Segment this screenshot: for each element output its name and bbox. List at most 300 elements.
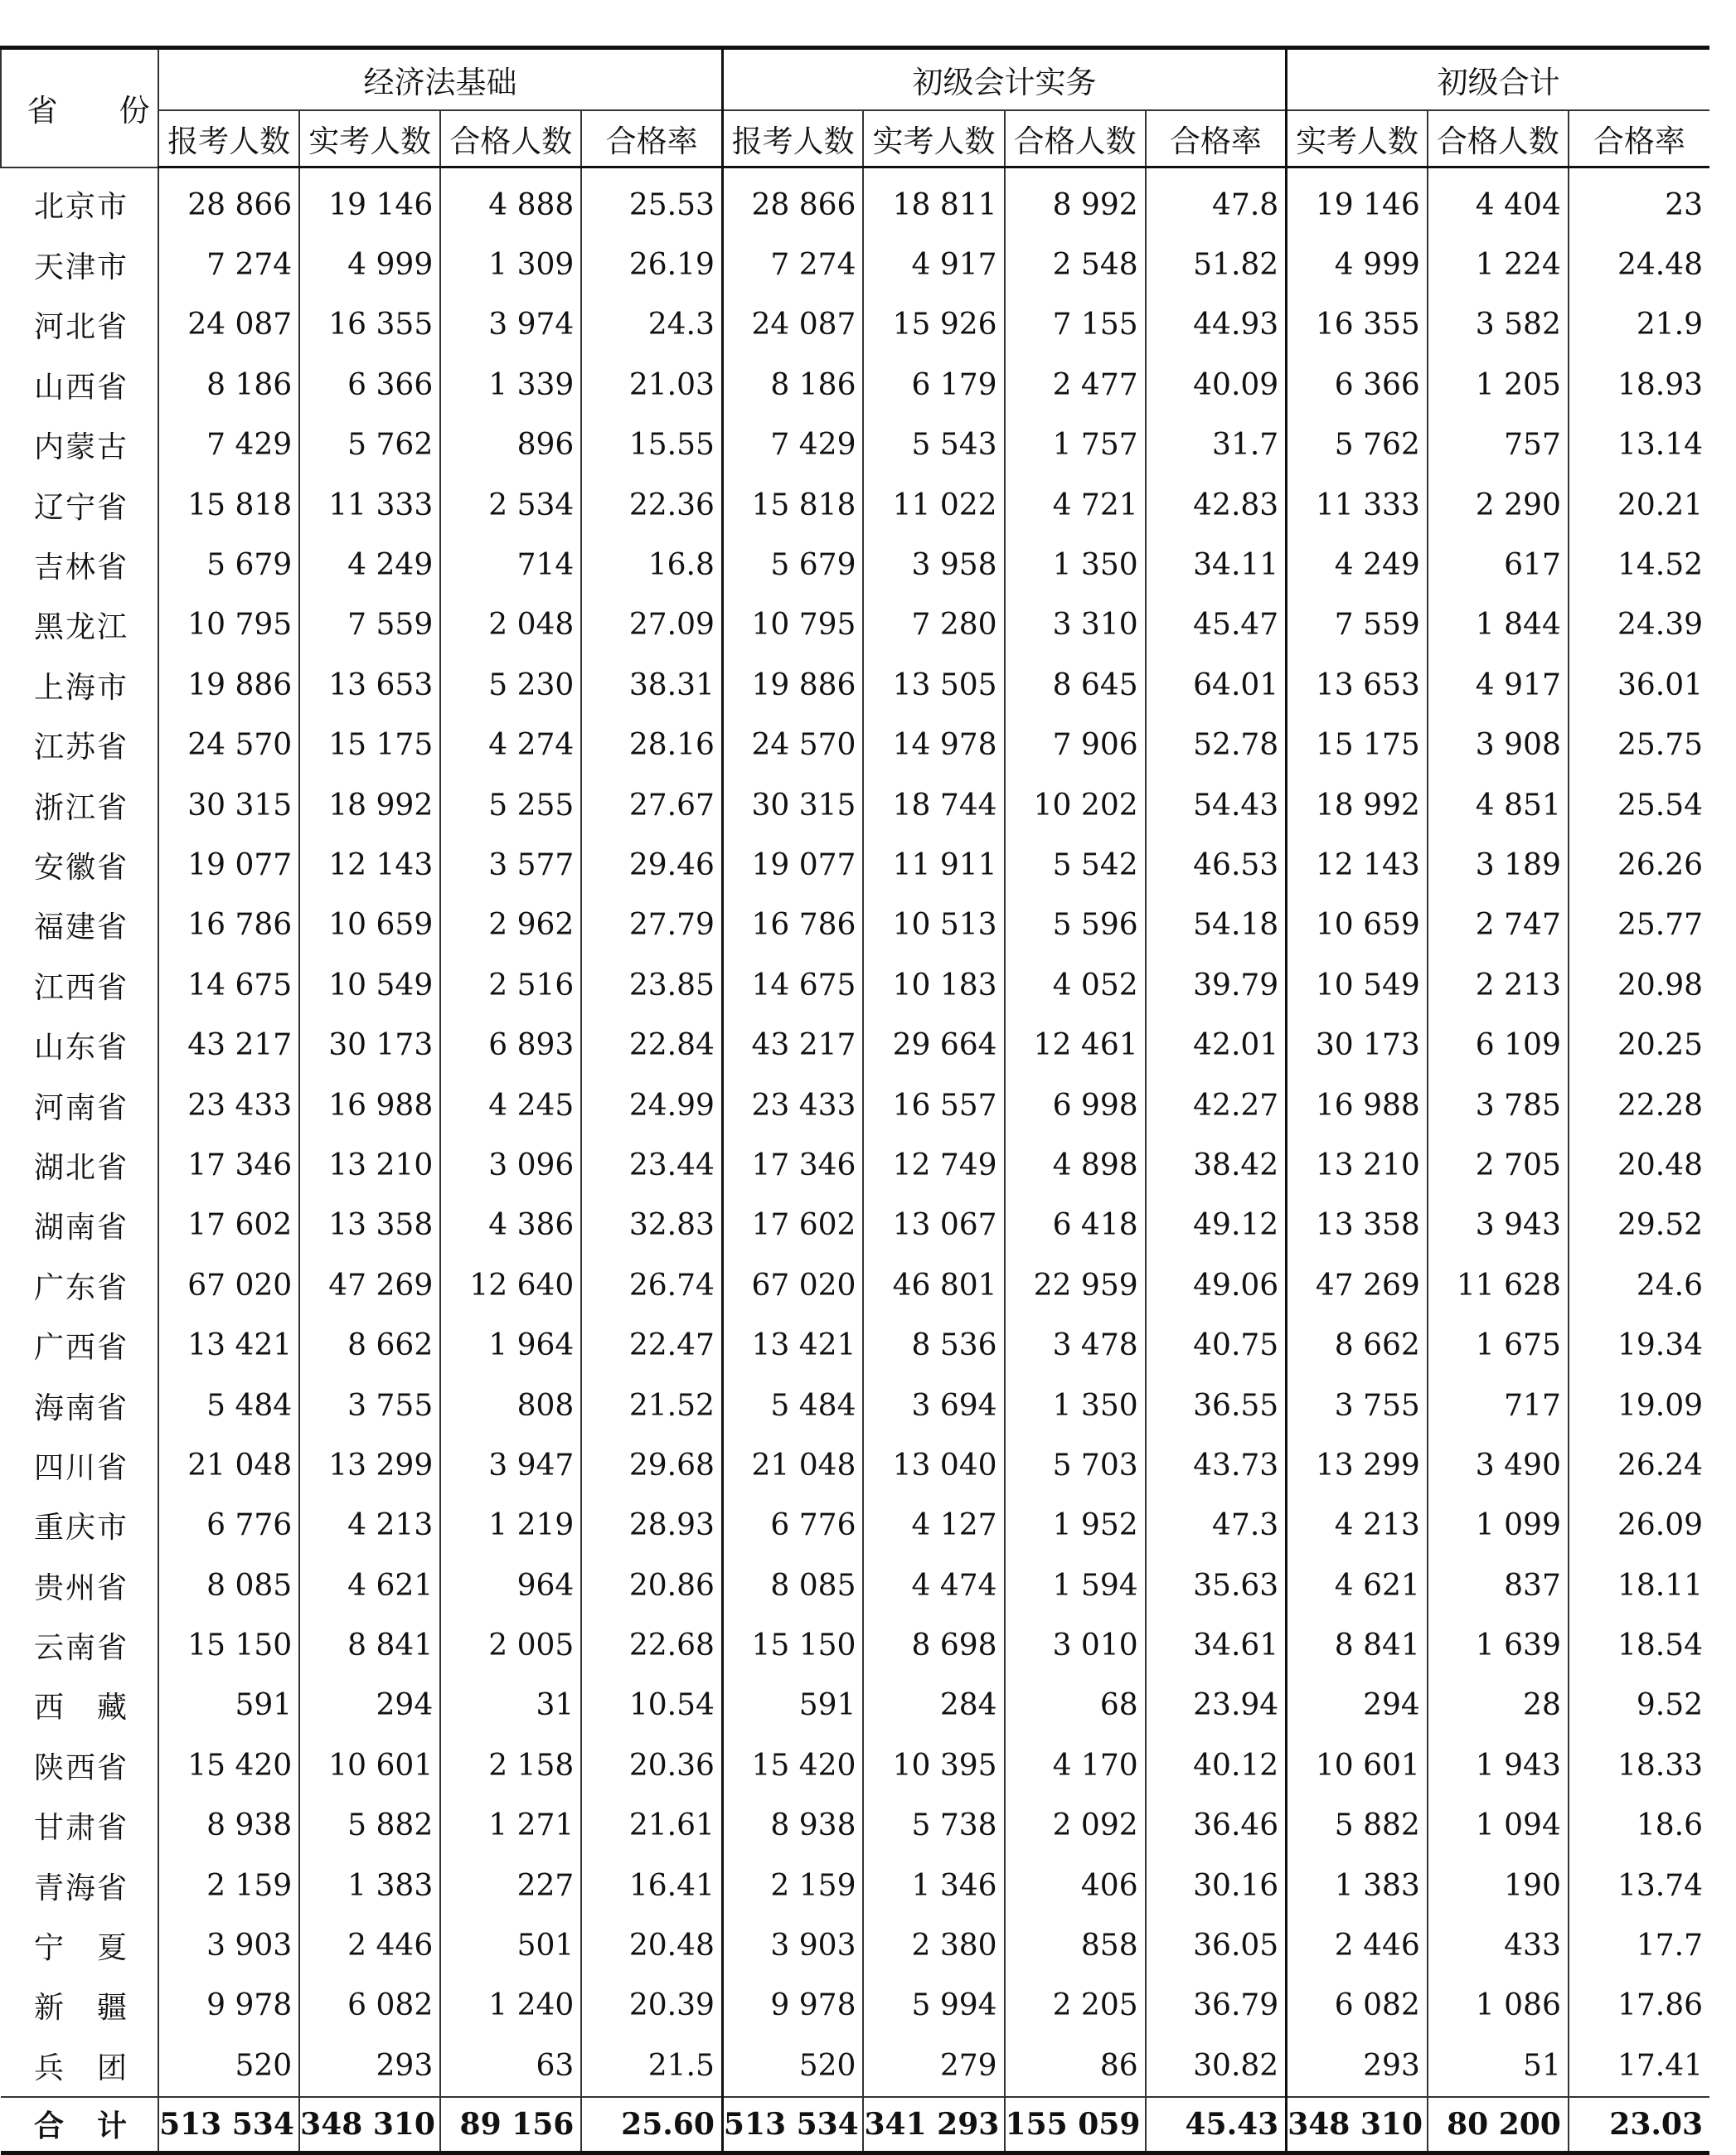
value-cell: 15 818 — [722, 475, 863, 535]
value-cell: 4 213 — [299, 1496, 440, 1556]
province-cell: 云南省 — [34, 1631, 129, 1666]
value-cell: 2 446 — [299, 1915, 440, 1975]
table-header — [1, 48, 1709, 167]
value-cell: 16 557 — [863, 1075, 1004, 1135]
value-cell: 17 346 — [722, 1135, 863, 1195]
value-cell: 8 662 — [299, 1315, 440, 1375]
value-cell: 10 659 — [1287, 895, 1428, 955]
value-cell: 42.27 — [1146, 1075, 1287, 1135]
province-cell: 湖南省 — [34, 1211, 129, 1245]
value-cell: 24 570 — [722, 716, 863, 775]
value-cell: 19 146 — [299, 167, 440, 235]
value-cell: 24.99 — [581, 1075, 722, 1135]
value-cell: 22.84 — [581, 1015, 722, 1075]
value-cell: 36.79 — [1146, 1976, 1287, 2036]
value-cell: 3 694 — [863, 1376, 1004, 1435]
value-cell: 21.61 — [581, 1796, 722, 1856]
value-cell: 10 659 — [299, 895, 440, 955]
value-cell: 837 — [1428, 1556, 1569, 1615]
value-cell: 16.8 — [581, 535, 722, 595]
value-cell: 10 513 — [863, 895, 1004, 955]
value-cell: 591 — [722, 1676, 863, 1735]
value-cell: 10.54 — [581, 1676, 722, 1735]
value-cell: 22.68 — [581, 1615, 722, 1675]
table-row — [1, 595, 1709, 655]
value-cell: 1 099 — [1428, 1496, 1569, 1556]
value-cell: 13 421 — [158, 1315, 299, 1375]
value-cell: 5 255 — [440, 775, 581, 835]
value-cell: 858 — [1005, 1915, 1146, 1975]
value-cell: 2 048 — [440, 595, 581, 655]
value-cell: 20.21 — [1569, 475, 1709, 535]
value-cell: 51 — [1428, 2036, 1569, 2096]
value-cell: 5 596 — [1005, 895, 1146, 955]
value-cell: 6 082 — [1287, 1976, 1428, 2036]
table-row — [1, 1676, 1709, 1735]
group-header-economic-law: 经济法基础 — [158, 48, 722, 111]
value-cell: 49.06 — [1146, 1255, 1287, 1315]
value-cell: 7 559 — [299, 595, 440, 655]
value-cell: 89 156 — [440, 2097, 581, 2153]
value-cell: 15 818 — [158, 475, 299, 535]
value-cell: 16.41 — [581, 1856, 722, 1915]
value-cell: 30 315 — [158, 775, 299, 835]
value-cell: 38.42 — [1146, 1135, 1287, 1195]
value-cell: 20.39 — [581, 1976, 722, 2036]
value-cell: 40.75 — [1146, 1315, 1287, 1375]
province-cell: 黑龙江 — [34, 610, 129, 645]
province-cell: 河北省 — [34, 310, 129, 345]
value-cell: 36.01 — [1569, 655, 1709, 715]
value-cell: 7 280 — [863, 595, 1004, 655]
value-cell: 3 478 — [1005, 1315, 1146, 1375]
value-cell: 8 938 — [158, 1796, 299, 1856]
table-row — [1, 1735, 1709, 1795]
value-cell: 44.93 — [1146, 295, 1287, 355]
value-cell: 21.52 — [581, 1376, 722, 1435]
table-row — [1, 167, 1709, 235]
value-cell: 2 005 — [440, 1615, 581, 1675]
value-cell: 8 085 — [722, 1556, 863, 1615]
value-cell: 7 429 — [722, 415, 863, 475]
value-cell: 11 333 — [1287, 475, 1428, 535]
value-cell: 52.78 — [1146, 716, 1287, 775]
value-cell: 1 383 — [299, 1856, 440, 1915]
value-cell: 16 988 — [1287, 1075, 1428, 1135]
value-cell: 24 087 — [722, 295, 863, 355]
province-cell: 江西省 — [34, 970, 129, 1005]
value-cell: 6 893 — [440, 1015, 581, 1075]
value-cell: 6 998 — [1005, 1075, 1146, 1135]
value-cell: 2 446 — [1287, 1915, 1428, 1975]
value-cell: 3 943 — [1428, 1196, 1569, 1255]
value-cell: 1 240 — [440, 1976, 581, 2036]
value-cell: 8 992 — [1005, 167, 1146, 235]
value-cell: 10 202 — [1005, 775, 1146, 835]
table-row — [1, 1315, 1709, 1375]
value-cell: 5 762 — [1287, 415, 1428, 475]
value-cell: 6 776 — [158, 1496, 299, 1556]
value-cell: 9.52 — [1569, 1676, 1709, 1735]
value-cell: 1 309 — [440, 235, 581, 294]
value-cell: 20.36 — [581, 1735, 722, 1795]
value-cell: 21.5 — [581, 2036, 722, 2096]
value-cell: 8 841 — [1287, 1615, 1428, 1675]
value-cell: 6 776 — [722, 1496, 863, 1556]
value-cell: 31 — [440, 1676, 581, 1735]
value-cell: 8 186 — [158, 355, 299, 415]
value-cell: 1 952 — [1005, 1496, 1146, 1556]
value-cell: 5 679 — [722, 535, 863, 595]
value-cell: 1 594 — [1005, 1556, 1146, 1615]
value-cell: 13 358 — [1287, 1196, 1428, 1255]
value-cell: 4 386 — [440, 1196, 581, 1255]
column-header: 合格人数 — [1428, 110, 1569, 167]
value-cell: 25.60 — [581, 2097, 722, 2153]
value-cell: 32.83 — [581, 1196, 722, 1255]
value-cell: 15 926 — [863, 295, 1004, 355]
column-header: 实考人数 — [299, 110, 440, 167]
value-cell: 3 903 — [722, 1915, 863, 1975]
value-cell: 43 217 — [722, 1015, 863, 1075]
value-cell: 23.44 — [581, 1135, 722, 1195]
value-cell: 513 534 — [722, 2097, 863, 2153]
value-cell: 10 183 — [863, 955, 1004, 1015]
value-cell: 757 — [1428, 415, 1569, 475]
value-cell: 28.16 — [581, 716, 722, 775]
value-cell: 26.26 — [1569, 835, 1709, 895]
value-cell: 15.55 — [581, 415, 722, 475]
value-cell: 293 — [299, 2036, 440, 2096]
province-cell: 安徽省 — [34, 850, 129, 885]
value-cell: 10 601 — [1287, 1735, 1428, 1795]
province-cell: 广东省 — [34, 1270, 129, 1305]
value-cell: 14 675 — [722, 955, 863, 1015]
value-cell: 20.48 — [1569, 1135, 1709, 1195]
province-header: 省 份 — [1, 48, 158, 167]
value-cell: 13 210 — [299, 1135, 440, 1195]
value-cell: 6 179 — [863, 355, 1004, 415]
value-cell: 2 159 — [158, 1856, 299, 1915]
value-cell: 3 755 — [1287, 1376, 1428, 1435]
value-cell: 15 420 — [158, 1735, 299, 1795]
value-cell: 19 077 — [158, 835, 299, 895]
value-cell: 24.3 — [581, 295, 722, 355]
province-cell: 合 计 — [1, 2097, 158, 2153]
value-cell: 5 484 — [722, 1376, 863, 1435]
value-cell: 17 346 — [158, 1135, 299, 1195]
column-header: 合格人数 — [1005, 110, 1146, 167]
value-cell: 2 159 — [722, 1856, 863, 1915]
value-cell: 13 653 — [299, 655, 440, 715]
value-cell: 29 664 — [863, 1015, 1004, 1075]
value-cell: 17.7 — [1569, 1915, 1709, 1975]
value-cell: 30.82 — [1146, 2036, 1287, 2096]
value-cell: 28 — [1428, 1676, 1569, 1735]
table-row — [1, 895, 1709, 955]
table-row — [1, 1196, 1709, 1255]
value-cell: 20.86 — [581, 1556, 722, 1615]
value-cell: 964 — [440, 1556, 581, 1615]
value-cell: 24 087 — [158, 295, 299, 355]
value-cell: 23 433 — [722, 1075, 863, 1135]
value-cell: 25.54 — [1569, 775, 1709, 835]
value-cell: 19 886 — [158, 655, 299, 715]
value-cell: 25.53 — [581, 167, 722, 235]
value-cell: 20.25 — [1569, 1015, 1709, 1075]
value-cell: 2 380 — [863, 1915, 1004, 1975]
value-cell: 17.86 — [1569, 1976, 1709, 2036]
value-cell: 4 917 — [1428, 655, 1569, 715]
value-cell: 36.55 — [1146, 1376, 1287, 1435]
table-row — [1, 2036, 1709, 2096]
table-row — [1, 355, 1709, 415]
value-cell: 617 — [1428, 535, 1569, 595]
value-cell: 520 — [158, 2036, 299, 2096]
value-cell: 28.93 — [581, 1496, 722, 1556]
value-cell: 279 — [863, 2036, 1004, 2096]
province-cell: 福建省 — [34, 910, 129, 945]
value-cell: 46 801 — [863, 1255, 1004, 1315]
value-cell: 18 744 — [863, 775, 1004, 835]
value-cell: 5 542 — [1005, 835, 1146, 895]
province-cell: 青海省 — [34, 1871, 129, 1905]
column-header: 合格率 — [581, 110, 722, 167]
province-cell: 兵 团 — [34, 2051, 129, 2085]
value-cell: 4 249 — [299, 535, 440, 595]
value-cell: 13.74 — [1569, 1856, 1709, 1915]
value-cell: 21.9 — [1569, 295, 1709, 355]
group-header-row — [1, 48, 1709, 111]
value-cell: 10 395 — [863, 1735, 1004, 1795]
value-cell: 5 484 — [158, 1376, 299, 1435]
value-cell: 13 299 — [299, 1435, 440, 1495]
value-cell: 36.46 — [1146, 1796, 1287, 1856]
value-cell: 1 943 — [1428, 1735, 1569, 1795]
value-cell: 5 738 — [863, 1796, 1004, 1856]
province-cell: 上海市 — [34, 670, 129, 705]
value-cell: 24.6 — [1569, 1255, 1709, 1315]
value-cell: 35.63 — [1146, 1556, 1287, 1615]
value-cell: 1 675 — [1428, 1315, 1569, 1375]
value-cell: 3 974 — [440, 295, 581, 355]
value-cell: 27.09 — [581, 595, 722, 655]
value-cell: 11 911 — [863, 835, 1004, 895]
value-cell: 18 811 — [863, 167, 1004, 235]
value-cell: 18.93 — [1569, 355, 1709, 415]
value-cell: 896 — [440, 415, 581, 475]
table-row — [1, 295, 1709, 355]
value-cell: 19 146 — [1287, 167, 1428, 235]
value-cell: 5 703 — [1005, 1435, 1146, 1495]
value-cell: 24.48 — [1569, 235, 1709, 294]
pass-rate-table — [0, 46, 1709, 2155]
value-cell: 3 908 — [1428, 716, 1569, 775]
province-cell: 山东省 — [34, 1031, 129, 1065]
value-cell: 29.46 — [581, 835, 722, 895]
value-cell: 11 022 — [863, 475, 1004, 535]
value-cell: 80 200 — [1428, 2097, 1569, 2153]
value-cell: 3 755 — [299, 1376, 440, 1435]
value-cell: 5 679 — [158, 535, 299, 595]
value-cell: 8 536 — [863, 1315, 1004, 1375]
value-cell: 2 534 — [440, 475, 581, 535]
value-cell: 3 189 — [1428, 835, 1569, 895]
value-cell: 5 994 — [863, 1976, 1004, 2036]
table-row — [1, 1556, 1709, 1615]
province-cell: 西 藏 — [34, 1691, 129, 1725]
value-cell: 15 150 — [158, 1615, 299, 1675]
value-cell: 16 355 — [1287, 295, 1428, 355]
table-row — [1, 1435, 1709, 1495]
value-cell: 7 274 — [158, 235, 299, 294]
value-cell: 13 505 — [863, 655, 1004, 715]
value-cell: 1 219 — [440, 1496, 581, 1556]
value-cell: 406 — [1005, 1856, 1146, 1915]
province-cell: 陕西省 — [34, 1750, 129, 1785]
value-cell: 30.16 — [1146, 1856, 1287, 1915]
province-cell: 浙江省 — [34, 790, 129, 825]
value-cell: 28 866 — [158, 167, 299, 235]
value-cell: 4 249 — [1287, 535, 1428, 595]
province-cell: 辽宁省 — [34, 490, 129, 525]
value-cell: 284 — [863, 1676, 1004, 1735]
value-cell: 3 785 — [1428, 1075, 1569, 1135]
table-row — [1, 1015, 1709, 1075]
value-cell: 4 274 — [440, 716, 581, 775]
value-cell: 6 082 — [299, 1976, 440, 2036]
value-cell: 7 155 — [1005, 295, 1146, 355]
table-row — [1, 1615, 1709, 1675]
value-cell: 2 548 — [1005, 235, 1146, 294]
value-cell: 24 570 — [158, 716, 299, 775]
value-cell: 8 645 — [1005, 655, 1146, 715]
value-cell: 10 549 — [1287, 955, 1428, 1015]
value-cell: 7 906 — [1005, 716, 1146, 775]
value-cell: 5 230 — [440, 655, 581, 715]
value-cell: 8 085 — [158, 1556, 299, 1615]
province-cell: 湖北省 — [34, 1150, 129, 1185]
value-cell: 22.28 — [1569, 1075, 1709, 1135]
value-cell: 1 086 — [1428, 1976, 1569, 2036]
value-cell: 4 999 — [1287, 235, 1428, 294]
value-cell: 227 — [440, 1856, 581, 1915]
value-cell: 27.79 — [581, 895, 722, 955]
value-cell: 8 698 — [863, 1615, 1004, 1675]
value-cell: 1 383 — [1287, 1856, 1428, 1915]
province-cell: 四川省 — [34, 1450, 129, 1485]
value-cell: 12 640 — [440, 1255, 581, 1315]
value-cell: 2 477 — [1005, 355, 1146, 415]
value-cell: 4 721 — [1005, 475, 1146, 535]
value-cell: 22.47 — [581, 1315, 722, 1375]
table-row — [1, 1255, 1709, 1315]
value-cell: 34.11 — [1146, 535, 1287, 595]
value-cell: 2 213 — [1428, 955, 1569, 1015]
column-header: 实考人数 — [1287, 110, 1428, 167]
value-cell: 1 844 — [1428, 595, 1569, 655]
value-cell: 15 150 — [722, 1615, 863, 1675]
value-cell: 4 127 — [863, 1496, 1004, 1556]
value-cell: 294 — [299, 1676, 440, 1735]
value-cell: 28 866 — [722, 167, 863, 235]
value-cell: 8 938 — [722, 1796, 863, 1856]
province-cell: 宁 夏 — [34, 1931, 129, 1966]
value-cell: 3 577 — [440, 835, 581, 895]
value-cell: 1 339 — [440, 355, 581, 415]
value-cell: 68 — [1005, 1676, 1146, 1735]
value-cell: 1 271 — [440, 1796, 581, 1856]
province-cell: 吉林省 — [34, 551, 129, 585]
table-row — [1, 1856, 1709, 1915]
column-header: 合格率 — [1146, 110, 1287, 167]
value-cell: 7 274 — [722, 235, 863, 294]
value-cell: 16 786 — [722, 895, 863, 955]
value-cell: 13 421 — [722, 1315, 863, 1375]
value-cell: 27.67 — [581, 775, 722, 835]
value-cell: 18.6 — [1569, 1796, 1709, 1856]
value-cell: 13 040 — [863, 1435, 1004, 1495]
value-cell: 3 903 — [158, 1915, 299, 1975]
value-cell: 43 217 — [158, 1015, 299, 1075]
value-cell: 19.09 — [1569, 1376, 1709, 1435]
value-cell: 8 841 — [299, 1615, 440, 1675]
value-cell: 10 549 — [299, 955, 440, 1015]
value-cell: 67 020 — [158, 1255, 299, 1315]
value-cell: 9 978 — [722, 1976, 863, 2036]
value-cell: 717 — [1428, 1376, 1569, 1435]
value-cell: 4 621 — [299, 1556, 440, 1615]
value-cell: 6 366 — [299, 355, 440, 415]
value-cell: 13 299 — [1287, 1435, 1428, 1495]
province-cell: 山西省 — [34, 370, 129, 405]
value-cell: 64.01 — [1146, 655, 1287, 715]
value-cell: 1 224 — [1428, 235, 1569, 294]
value-cell: 47 269 — [299, 1255, 440, 1315]
value-cell: 190 — [1428, 1856, 1569, 1915]
value-cell: 16 786 — [158, 895, 299, 955]
value-cell: 1 094 — [1428, 1796, 1569, 1856]
value-cell: 24.39 — [1569, 595, 1709, 655]
value-cell: 26.09 — [1569, 1496, 1709, 1556]
value-cell: 6 418 — [1005, 1196, 1146, 1255]
value-cell: 9 978 — [158, 1976, 299, 2036]
value-cell: 18.33 — [1569, 1735, 1709, 1795]
value-cell: 4 999 — [299, 235, 440, 294]
value-cell: 26.74 — [581, 1255, 722, 1315]
value-cell: 8 662 — [1287, 1315, 1428, 1375]
value-cell: 13 358 — [299, 1196, 440, 1255]
value-cell: 293 — [1287, 2036, 1428, 2096]
value-cell: 26.19 — [581, 235, 722, 294]
value-cell: 294 — [1287, 1676, 1428, 1735]
value-cell: 47 269 — [1287, 1255, 1428, 1315]
value-cell: 4 888 — [440, 167, 581, 235]
value-cell: 1 350 — [1005, 535, 1146, 595]
province-cell: 甘肃省 — [34, 1811, 129, 1846]
table-row — [1, 716, 1709, 775]
value-cell: 22 959 — [1005, 1255, 1146, 1315]
table-row — [1, 655, 1709, 715]
value-cell: 45.47 — [1146, 595, 1287, 655]
value-cell: 3 582 — [1428, 295, 1569, 355]
value-cell: 4 052 — [1005, 955, 1146, 1015]
value-cell: 1 964 — [440, 1315, 581, 1375]
value-cell: 3 490 — [1428, 1435, 1569, 1495]
value-cell: 2 158 — [440, 1735, 581, 1795]
value-cell: 12 461 — [1005, 1015, 1146, 1075]
province-cell: 天津市 — [34, 250, 129, 285]
